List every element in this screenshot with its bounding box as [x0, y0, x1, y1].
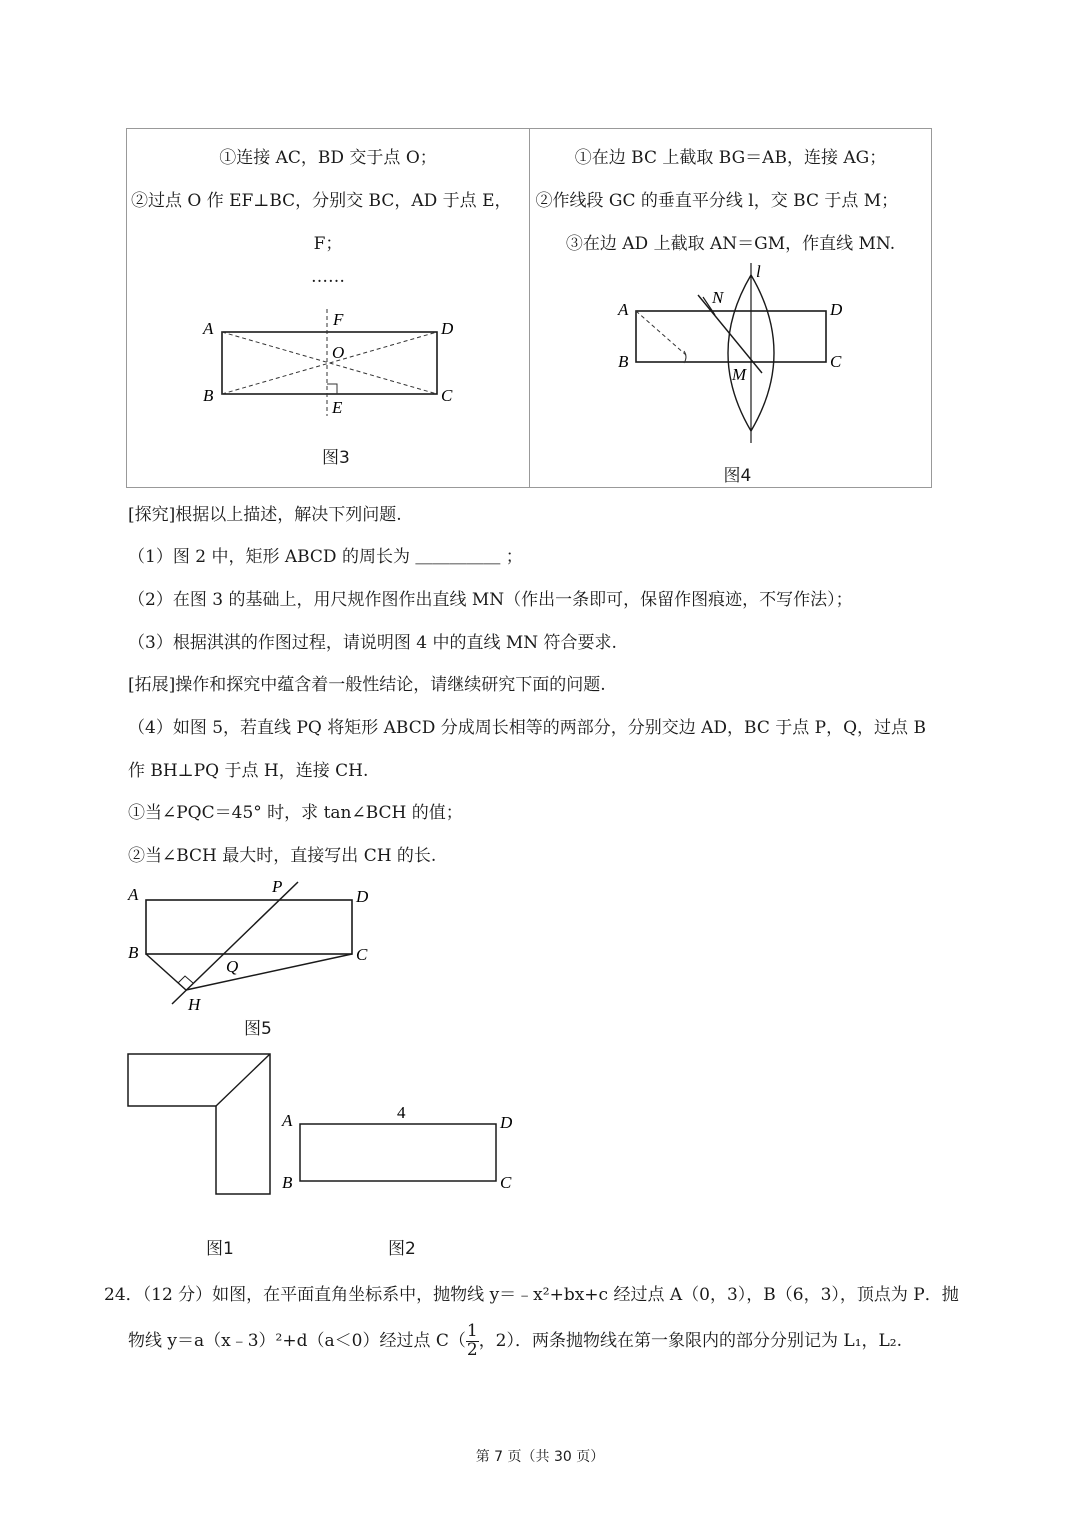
- fig3-label-o: O: [332, 343, 345, 362]
- fig5-caption: 图5: [244, 1019, 272, 1039]
- fig5-label-a: A: [128, 885, 139, 904]
- question-4a: （4）如图 5，若直线 PQ 将矩形 ABCD 分成周长相等的两部分，分别交边 AD，BC 于点 P，Q，过点 B: [128, 718, 926, 738]
- fig5-label-c: C: [356, 945, 368, 964]
- fraction-one-half: [466, 1323, 479, 1360]
- right-cell: [529, 129, 932, 488]
- fig5-segment-bh: [146, 954, 186, 990]
- fig5-label-p: P: [272, 877, 283, 896]
- fig4-label-n: N: [711, 288, 723, 307]
- fig5-right-angle-mark: [178, 976, 193, 983]
- extend-heading: [拓展]操作和探究中蕴含着一般性结论，请继续研究下面的问题.: [128, 675, 606, 695]
- right-step-1: ①在边 BC 上截取 BG＝AB，连接 AG；: [574, 148, 887, 168]
- fig3-label-b: B: [203, 386, 214, 405]
- fig3-label-c: C: [441, 386, 453, 405]
- fig2-rectangle: [300, 1124, 496, 1181]
- fig3-caption: 图3: [322, 448, 350, 468]
- fig4-segment-ag: [636, 311, 686, 355]
- fig4-label-m: M: [731, 365, 746, 384]
- fig3-label-e: E: [332, 398, 343, 417]
- fig4-label-l: l: [755, 263, 761, 281]
- fig4-label-d: D: [829, 300, 842, 319]
- figure-3: [197, 301, 477, 421]
- question-4-part1: ①当∠PQC＝45° 时，求 tan∠BCH 的值；: [128, 803, 463, 823]
- fig5-label-b: B: [128, 943, 139, 962]
- fig5-label-h: H: [188, 995, 201, 1014]
- question-24-line2: [128, 1323, 902, 1360]
- fig4-label-a: A: [617, 300, 628, 319]
- fig3-label-d: D: [441, 319, 454, 338]
- fig4-arc-right: [751, 275, 774, 431]
- steps-table: [126, 128, 932, 488]
- fig4-label-c: C: [829, 352, 841, 371]
- fig5-label-d: D: [356, 887, 369, 906]
- explore-heading: [探究]根据以上描述，解决下列问题.: [128, 505, 402, 525]
- q24-line2-pre: 物线 y＝a（x﹣3）²+d（a＜0）经过点 C（: [128, 1330, 466, 1351]
- fraction-denominator: 2: [466, 1339, 478, 1360]
- question-4b: 作 BH⊥PQ 于点 H，连接 CH.: [128, 761, 369, 781]
- left-step-2b: F；: [313, 234, 343, 254]
- question-24-line1: 24．（12 分）如图，在平面直角坐标系中，抛物线 y＝﹣x²+bx+c 经过点 A（0，3），B（6，3），顶点为 P．抛: [104, 1285, 959, 1305]
- fig2-label-c: C: [500, 1173, 512, 1192]
- page-footer: 第 7 页（共 30 页）: [475, 1449, 605, 1465]
- fig4-arc-left: [728, 275, 751, 431]
- q24-line2-post: ，2）．两条抛物线在第一象限内的部分分别记为 L₁，L₂.: [478, 1330, 903, 1351]
- right-step-2: ②作线段 GC 的垂直平分线 l，交 BC 于点 M；: [535, 191, 899, 211]
- left-ellipsis: ……: [311, 267, 345, 287]
- fig4-caption: 图4: [723, 466, 752, 486]
- figure-4: [610, 263, 860, 443]
- question-2: （2）在图 3 的基础上，用尺规作图作出直线 MN（作出一条即可，保留作图痕迹，不写作法）；: [128, 590, 853, 610]
- question-3: （3）根据淇淇的作图过程，请说明图 4 中的直线 MN 符合要求.: [128, 633, 617, 653]
- fig5-label-q: Q: [226, 957, 239, 976]
- right-step-3: ③在边 AD 上截取 AN＝GM，作直线 MN.: [565, 234, 896, 254]
- fig5-rectangle: [146, 900, 352, 954]
- fig4-label-b: B: [617, 352, 628, 371]
- fig2-caption: 图2: [388, 1239, 416, 1259]
- fig2-label-a: A: [282, 1111, 293, 1130]
- question-1: （1）图 2 中，矩形 ABCD 的周长为 ＿＿＿＿＿ ；: [128, 547, 523, 567]
- figure-5: [120, 876, 390, 1016]
- fig3-label-a: A: [203, 319, 214, 338]
- fig3-label-f: F: [333, 310, 344, 329]
- fig3-right-angle-mark: [327, 384, 337, 394]
- fig2-label-b: B: [282, 1173, 293, 1192]
- fig5-segment-hc: [186, 954, 352, 990]
- figure-1-and-2: [120, 1046, 530, 1206]
- fig1-caption: 图1: [206, 1239, 234, 1259]
- left-step-2: ②过点 O 作 EF⊥BC，分别交 BC，AD 于点 E，: [131, 191, 512, 211]
- fig1-diagonal: [216, 1054, 270, 1106]
- fig2-top-label: 4: [397, 1103, 406, 1122]
- left-step-1: ①连接 AC，BD 交于点 O；: [219, 148, 437, 168]
- question-4-part2: ②当∠BCH 最大时，直接写出 CH 的长.: [128, 846, 437, 866]
- fig2-label-d: D: [500, 1113, 513, 1132]
- left-cell: [127, 129, 530, 488]
- fraction-numerator: 1: [466, 1321, 478, 1341]
